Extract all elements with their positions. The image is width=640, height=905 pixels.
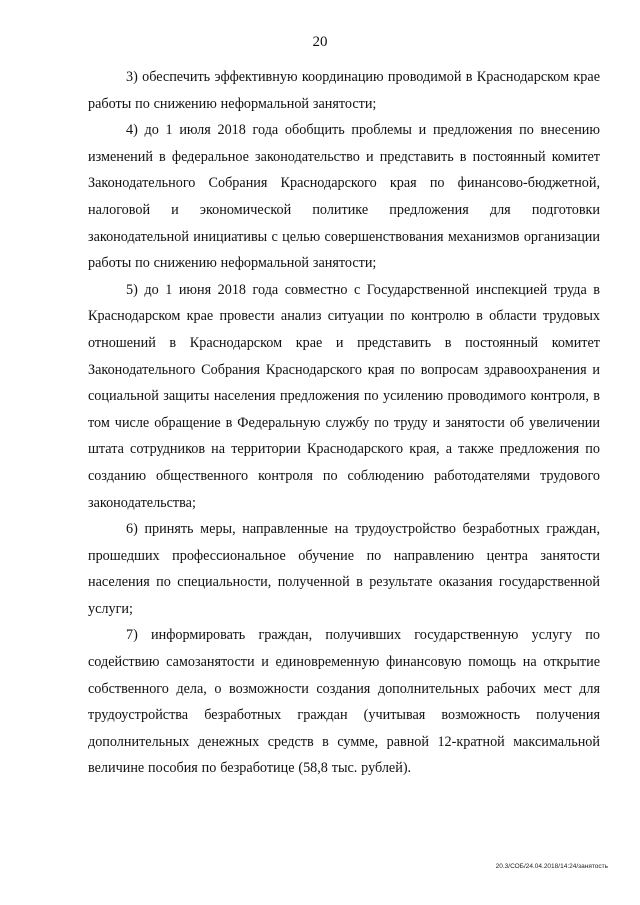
paragraph-item-5: 5) до 1 июня 2018 года совместно с Государственной инспекцией труда в Краснодарском крае провести анализ ситуации по контролю в области трудовых отношений в Краснодарском крае и представить в постоянный комитет Законодательного Собрания Краснодарского края по вопросам здравоохранения и социальной защиты населения предложения по усилению проводимого контроля, в том числе обращение в Федеральную службу по труду и занятости об увеличении штата сотрудников на территории Краснодарского края, а также предложения по созданию общественного контроля по соблюдению работодателями трудового законодательства; xyxy=(88,281,600,511)
paragraph-item-4: 4) до 1 июля 2018 года обобщить проблемы и предложения по внесению изменений в федеральное законодательство и представить в постоянный комитет Законодательного Собрания Краснодарского края по финансово-бюджетной, налоговой и экономической политике предложения для подготовки законодательной инициативы с целью совершенствования механизмов организации работы по снижению неформальной занятости; xyxy=(88,122,600,272)
page-number: 20 xyxy=(312,34,328,50)
document-footer-code: 20.3/СОБ/24.04.2018/14:24/занятость xyxy=(495,863,608,870)
paragraph-item-6: 6) принять меры, направленные на трудоустройство безработных граждан, прошедших профессиональное обучение по направлению центра занятости населения по специальности, полученной в результате оказания государственной услуги; xyxy=(88,521,600,617)
paragraph-item-3: 3) обеспечить эффективную координацию проводимой в Краснодарском крае работы по снижению неформальной занятости; xyxy=(88,69,600,112)
paragraph-item-7: 7) информировать граждан, получивших государственную услугу по содействию самозанятости и единовременную финансовую помощь на открытие собственного дела, о возможности создания дополнительных рабочих мест для трудоустройства безработных граждан (учитывая возможность получения дополнительных денежных средств в сумме, равной 12-кратной максимальной величине пособия по безработице (58,8 тыс. рублей). xyxy=(88,627,600,777)
document-body xyxy=(88,64,600,782)
